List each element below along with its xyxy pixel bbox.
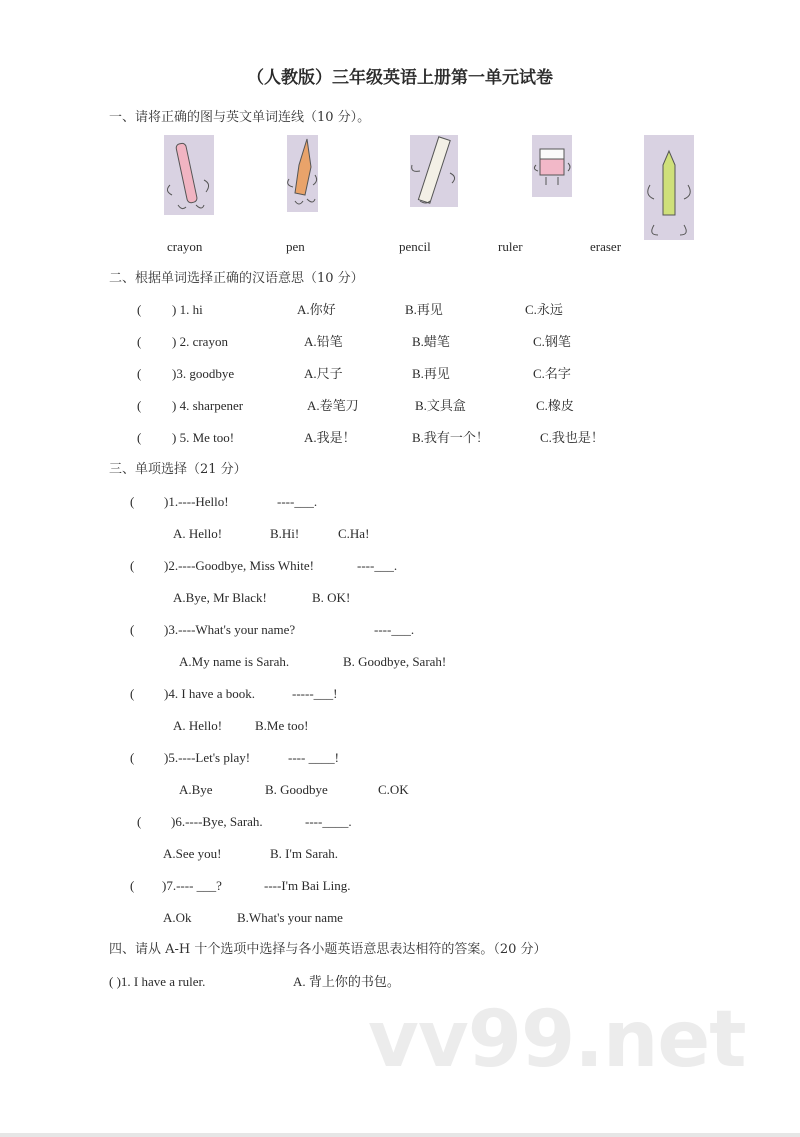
pencil-picture <box>287 135 318 212</box>
option-b: B.蜡笔 <box>412 334 450 349</box>
answer-paren: ( <box>130 494 135 509</box>
answer-paren: ( <box>137 430 142 445</box>
option-b: B.文具盒 <box>415 398 466 413</box>
question-text: )3.----What's your name? <box>164 622 296 637</box>
section3-heading: 三、单项选择（21 分） <box>109 462 247 477</box>
option-c: C.OK <box>378 782 409 797</box>
answer-paren: ( <box>130 686 135 701</box>
option-a: A. 背上你的书包。 <box>293 974 400 989</box>
option-b: B.Me too! <box>255 718 309 733</box>
option-b: B.再见 <box>412 366 450 381</box>
question-text: )6.----Bye, Sarah. <box>171 814 263 829</box>
answer-paren: ( <box>137 366 142 381</box>
question-text: )7.---- ___? <box>162 878 222 893</box>
option-a: A.卷笔刀 <box>307 398 359 413</box>
option-c: C.名字 <box>533 366 571 381</box>
answer-blank: ----____. <box>305 814 352 829</box>
option-c: C.钢笔 <box>533 334 571 349</box>
answer-blank: ----___. <box>357 558 398 573</box>
question-text: )2.----Goodbye, Miss White! <box>164 558 314 573</box>
option-a: A.Bye <box>179 782 213 797</box>
option-a: A. Hello! <box>173 718 223 733</box>
option-c: C.我也是！ <box>540 430 604 445</box>
answer-paren: ( <box>137 302 142 317</box>
word-pencil: pencil <box>399 239 431 254</box>
option-a: A.你好 <box>297 302 336 317</box>
word-ruler: ruler <box>498 239 523 254</box>
option-c: C.永远 <box>525 302 563 317</box>
section1-heading: 一、请将正确的图与英文单词连线（10 分）。 <box>109 110 371 125</box>
answer-paren: ( <box>137 814 142 829</box>
question-text: )4. I have a book. <box>164 686 255 701</box>
option-b: B.再见 <box>405 302 443 317</box>
option-a: A.My name is Sarah. <box>179 654 290 669</box>
page-title: （人教版）三年级英语上册第一单元试卷 <box>247 68 553 88</box>
option-b: B.我有一个！ <box>412 430 489 445</box>
answer-paren: ( <box>137 334 142 349</box>
option-a: A.我是！ <box>304 430 356 445</box>
option-a: A.See you! <box>163 846 222 861</box>
crayon-picture <box>644 135 694 240</box>
question-text: )5.----Let's play! <box>164 750 251 765</box>
question-text: ) 4. sharpener <box>172 398 244 413</box>
option-a: A.Bye, Mr Black! <box>173 590 267 605</box>
option-b: B. Goodbye, Sarah! <box>343 654 447 669</box>
watermark: vv99.net <box>368 995 746 1085</box>
answer-paren: ( <box>137 398 142 413</box>
option-b: B. Goodbye <box>265 782 328 797</box>
section2-heading: 二、根据单词选择正确的汉语意思（10 分） <box>109 271 364 286</box>
option-b: B. I'm Sarah. <box>270 846 339 861</box>
pen-picture <box>164 135 214 215</box>
option-a: A.铅笔 <box>304 334 343 349</box>
question-text: )1.----Hello! <box>164 494 229 509</box>
question-text: ) 5. Me too! <box>172 430 235 445</box>
answer-paren: ( <box>130 558 135 573</box>
answer-paren: ( <box>130 750 135 765</box>
eraser-picture <box>532 135 572 197</box>
question-text: ( )1. I have a ruler. <box>109 974 206 989</box>
word-crayon: crayon <box>167 239 203 254</box>
ruler-picture <box>410 135 458 207</box>
question-text: ) 1. hi <box>172 302 203 317</box>
answer-blank: -----___! <box>292 686 338 701</box>
word-eraser: eraser <box>590 239 622 254</box>
question-text: ) 2. crayon <box>172 334 228 349</box>
section4-heading: 四、请从 A-H 十个选项中选择与各小题英语意思表达相符的答案。（20 分） <box>109 942 547 957</box>
answer-paren: ( <box>130 622 135 637</box>
answer-blank: ---- ____! <box>288 750 339 765</box>
option-b: B. OK! <box>312 590 351 605</box>
answer-paren: ( <box>130 878 135 893</box>
option-c: C.橡皮 <box>536 398 574 413</box>
question-text: )3. goodbye <box>172 366 235 381</box>
option-a: A. Hello! <box>173 526 223 541</box>
option-a: A.尺子 <box>304 366 343 381</box>
option-b: B.What's your name <box>237 910 343 925</box>
option-c: C.Ha! <box>338 526 370 541</box>
answer-blank: ----___. <box>277 494 318 509</box>
answer-blank: ----I'm Bai Ling. <box>264 878 351 893</box>
option-b: B.Hi! <box>270 526 300 541</box>
answer-blank: ----___. <box>374 622 415 637</box>
word-pen: pen <box>286 239 305 254</box>
option-a: A.Ok <box>163 910 192 925</box>
